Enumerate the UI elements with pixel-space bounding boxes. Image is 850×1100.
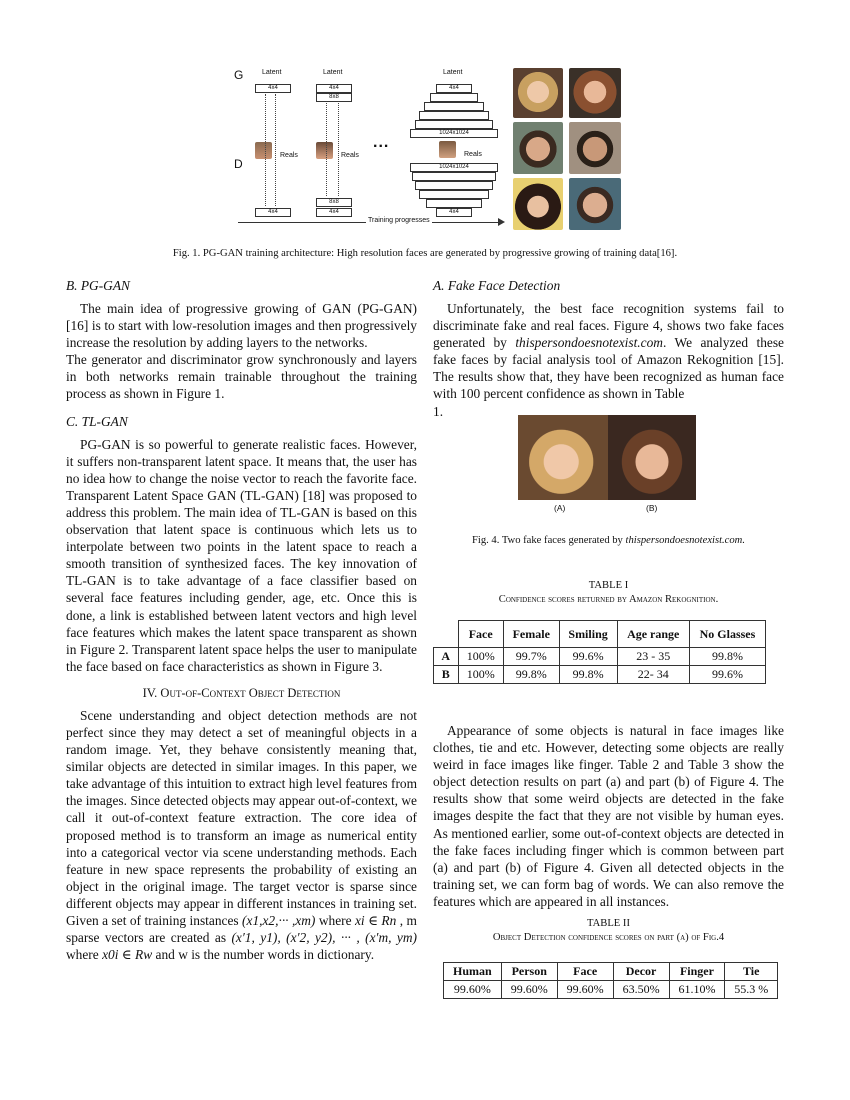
table-row: B 100% 99.8% 99.8% 22- 34 99.6% — [434, 666, 766, 684]
generator-label: G — [234, 68, 244, 82]
section-b-paragraph-1: The main idea of progressive growing of GAN (PG-GAN) [16] is to start with low-resolution images and then progressively increase the resolution by adding layers to the networks. — [66, 301, 417, 351]
section-iv-heading: IV. Out-of-Context Object Detection — [142, 685, 341, 700]
section-iv-paragraph: Scene understanding and object detection methods are not perfect since they may detect a set of meaningful objects in a random image. Yet, they behave consistently meaning that, similar objects are detected in similar images. In this paper, we take advantage of this intuition to extract high level features from the images. Since detected objects may appear out-of-context, we call it out-of-context feature extraction. The core idea of proposed method is to transform an image as numerical entity into a categorical vector via scene understanding methods. Each feature in new space represents the probability of existing an object in the original image. The target vector is sparse since different objects may appear in different instances in training set. Given a set of training instances (x1,x2,··· ,xm) where xi ∈ Rn , m sparse vectors are created as (x′1, y1), (x′2, y2), ··· , (x′m, ym) where x0i ∈ Rw and w is the number words in dictionary. — [66, 707, 418, 963]
table-1 — [433, 620, 766, 684]
fig4-label-b: (B) — [646, 503, 658, 513]
section-c-heading: C. TL-GAN — [66, 413, 128, 429]
g-box-4x4: 4x4 — [316, 84, 352, 93]
reals-label: Reals — [464, 151, 482, 158]
table-row: A 100% 99.7% 99.6% 23 - 35 99.8% — [434, 648, 766, 666]
generated-face-image — [513, 68, 563, 118]
discriminator-label: D — [234, 157, 243, 171]
figure-1 — [230, 62, 625, 232]
right-column — [433, 278, 784, 420]
d-box-4x4: 4x4 — [255, 208, 291, 217]
table-2-title: TABLE II — [587, 918, 630, 929]
fake-face-b-image — [608, 415, 696, 500]
generated-face-image — [513, 122, 563, 174]
left-column — [66, 278, 417, 963]
generated-face-image — [569, 68, 621, 118]
generated-face-image — [569, 178, 621, 230]
g-box-8x8: 8x8 — [316, 93, 352, 102]
table-row: 99.60% 99.60% 99.60% 63.50% 61.10% 55.3 % — [444, 981, 778, 999]
figure-4-caption: Fig. 4. Two fake faces generated by thispersondoesnotexist.com. — [472, 535, 745, 546]
section-c-paragraph: PG-GAN is so powerful to generate realistic faces. However, it suffers non-transparent latent space. It means that, the user has no idea how to change the noise vector to reach the favorite face. Transparent Latent Space GAN (TL-GAN) [18] was proposed to address this problem. The main idea of TL-GAN is based on this observation that latent space is continuous which lets us to interpolate between two points in the latent space to reach a smooth transition of synthesized faces. The key innovation of TL-GAN is to take advantage of a face classifier based on several face features including gender, age, etc. Once this is done, a link is established between latent vectors and high level face features which makes the latent space transparent as shown in Figure 2. Transparent latent space helps the user to manipulate the face based on face characteristics as shown in Figure 3. — [66, 436, 417, 674]
generated-face-image — [569, 122, 621, 174]
table-2 — [443, 962, 778, 999]
fake-face-a-image — [518, 415, 608, 500]
table-1-title: TABLE I — [588, 580, 629, 591]
real-face-thumb — [439, 141, 456, 158]
figure-1-caption: Fig. 1. PG-GAN training architecture: High resolution faces are generated by progressive growing of training data[16]. — [172, 248, 678, 259]
reals-label: Reals — [341, 152, 359, 159]
latent-label: Latent — [443, 69, 463, 76]
d-box-4x4: 4x4 — [436, 208, 472, 217]
section-b-paragraph-2: The generator and discriminator grow synchronously and layers in both networks remain trainable throughout the training process as shown in Figure 1. — [66, 352, 417, 402]
reals-label: Reals — [280, 152, 298, 159]
real-face-thumb — [255, 142, 272, 159]
generated-face-image — [513, 178, 563, 230]
g-box-1024: 1024x1024 — [410, 129, 498, 138]
d-box-8x8: 8x8 — [316, 198, 352, 207]
table-2-header-row: Human Person Face Decor Finger Tie — [444, 963, 778, 981]
table-2-caption: Object Detection confidence scores on part (a) of Fig.4 — [492, 932, 725, 943]
d-box-4x4: 4x4 — [316, 208, 352, 217]
ellipsis: ... — [373, 134, 390, 151]
section-a-paragraph: Unfortunately, the best face recognition systems fail to discriminate fake and real faces. Figure 4, shows two fake faces generated by thispersondoesnotexist.com. We analyzed these fake faces by facial analysis tool of Amazon Rekognition [15]. The results show that, they have been recognized as human face with 100 percent confidence as shown in Table 1. — [433, 301, 784, 419]
g-box-4x4: 4x4 — [255, 84, 291, 93]
g-box-4x4: 4x4 — [436, 84, 472, 93]
latent-label: Latent — [262, 69, 282, 76]
d-box-1024: 1024x1024 — [410, 163, 498, 172]
training-progresses-label: Training progresses — [368, 217, 430, 224]
table-1-header-row: Face Female Smiling Age range No Glasses — [434, 621, 766, 648]
fig4-label-a: (A) — [554, 503, 566, 513]
real-face-thumb — [316, 142, 333, 159]
latent-label: Latent — [323, 69, 343, 76]
section-a-heading: A. Fake Face Detection — [433, 278, 561, 293]
table-1-caption: Confidence scores returned by Amazon Rekognition. — [498, 594, 719, 605]
right-paragraph-2: Appearance of some objects is natural in face images like clothes, tie and etc. However, detecting some objects are really weird in face images like finger. Table 2 and Table 3 show the object detection results on part (a) and part (b) of Figure 4. The results show that some weird objects are detected in the fake images despite the fact that they are not visible by human eyes. As mentioned earlier, some out-of-context objects are detected in the fake faces including finger which is common between part (a) and part (b) of Figure 4. Given all detected objects in the training set, we can form bag of words. We can also remove the features which are appeared in all instances. — [433, 723, 784, 909]
section-b-heading: B. PG-GAN — [66, 278, 130, 293]
figure-4 — [518, 415, 698, 515]
